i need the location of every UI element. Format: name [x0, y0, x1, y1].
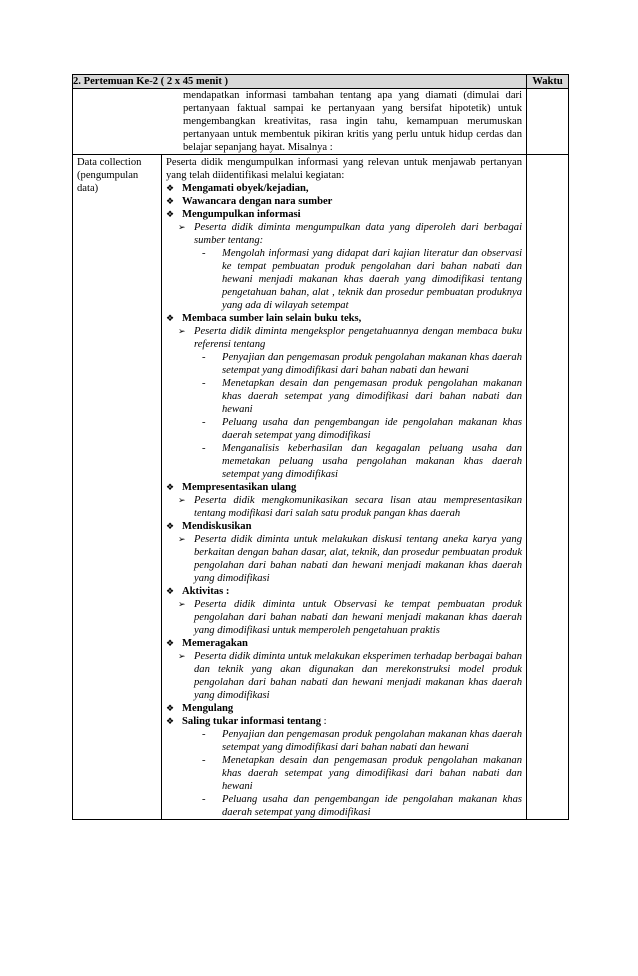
diamond-bullet-icon: ❖ — [166, 521, 175, 531]
waktu-cell — [527, 89, 569, 155]
diamond-bullet-icon: ❖ — [166, 196, 175, 206]
diamond-bullet-icon: ❖ — [166, 313, 175, 323]
sub-item: ➢ Peserta didik mengkomunikasikan secara lisan atau mempresentasikan tentang modifikasi dari salah satu produk pangan khas daerah — [178, 495, 523, 519]
diamond-bullet-icon: ❖ — [166, 716, 175, 726]
sub-item: ➢ Peserta didik diminta untuk melakukan eksperimen terhadap berbagai bahan dan teknik yang akan digunakan dan merekonstruksi model produk pengolahan dari bahan nabati dan hewani menjadi makanan khas daerah yang dimodifikasi — [178, 651, 523, 701]
sub-item: ➢ Peserta didik diminta mengeksplor pengetahuannya dengan membaca buku referensi tentang — [178, 326, 523, 350]
list-item: ❖ Mengulang — [166, 703, 234, 714]
list-item: ❖ Mendiskusikan — [166, 521, 252, 532]
arrow-bullet-icon: ➢ — [178, 495, 186, 505]
dash-item: - Menganalisis keberhasilan dan kegagalan peluang usaha dan memetakan peluang usaha pengolahan makanan khas daerah setempat yang dimodifikasi — [202, 443, 523, 480]
list-item: ❖ Wawancara dengan nara sumber — [166, 196, 333, 207]
lesson-table — [72, 74, 569, 820]
intro-text: mendapatkan informasi tambahan tentang apa yang diamati (dimulai dari pertanyaan faktual sampai ke pertanyaan yang bersifat hipotetik) untuk mengembangkan kreativitas, rasa ingin tahu, kemampuan merumuskan pertanyaan untuk membentuk pikiran kritis yang perlu untuk hidup cerdas dan belajar sepanjang hayat. Misalnya : — [73, 89, 527, 155]
list-item: ❖ Mengumpulkan informasi — [166, 209, 301, 220]
arrow-bullet-icon: ➢ — [178, 222, 186, 232]
list-item: ❖ Aktivitas : — [166, 586, 230, 597]
sub-item: ➢ Peserta didik diminta mengumpulkan data yang diperoleh dari berbagai sumber tentang: — [178, 222, 523, 246]
table-header-row — [73, 75, 569, 89]
arrow-bullet-icon: ➢ — [178, 651, 186, 661]
sub-item: ➢ Peserta didik diminta untuk melakukan diskusi tentang aneka karya yang berkaitan dengan bahan dasar, alat, teknik, dan prosedur pembuatan produk pengolahan dari bahan nabati dan hewani menjadi makanan khas daerah yang dimodifikasi — [178, 534, 523, 584]
diamond-bullet-icon: ❖ — [166, 482, 175, 492]
diamond-bullet-icon: ❖ — [166, 703, 175, 713]
list-item: ❖ Mengamati obyek/kejadian, — [166, 183, 309, 194]
arrow-bullet-icon: ➢ — [178, 599, 186, 609]
arrow-bullet-icon: ➢ — [178, 534, 186, 544]
dash-item: - Penyajian dan pengemasan produk pengolahan makanan khas daerah setempat yang dimodifikasi dari bahan nabati dan hewani — [202, 352, 523, 376]
dash-item: - Mengolah informasi yang didapat dari kajian literatur dan observasi ke tempat pembuatan produk pengolahan dari bahan nabati dan hewani menjadi makanan khas daerah yang dimodifikasi tentang pengetahuan bahan, alat , teknik dan prosedur pembuatan produknya yang ada di wilayah setempat — [202, 248, 523, 311]
dash-item: - Menetapkan desain dan pengemasan produk pengolahan makanan khas daerah setempat yang dimodifikasi dari bahan nabati dan hewani — [202, 378, 523, 415]
dash-item: - Menetapkan desain dan pengemasan produk pengolahan makanan khas daerah setempat yang dimodifikasi dari bahan nabati dan hewani — [202, 755, 523, 792]
dash-item: - Penyajian dan pengemasan produk pengolahan makanan khas daerah setempat yang dimodifikasi dari bahan nabati dan hewani — [202, 729, 523, 753]
dash-item: - Peluang usaha dan pengembangan ide pengolahan makanan khas daerah setempat yang dimodifikasi — [202, 794, 523, 818]
list-item: ❖ Saling tukar informasi tentang : — [166, 716, 327, 727]
list-item: ❖ Memeragakan — [166, 638, 248, 649]
intro-row — [73, 89, 569, 155]
dash-item: - Peluang usaha dan pengembangan ide pengolahan makanan khas daerah setempat yang dimodifikasi — [202, 417, 523, 441]
diamond-bullet-icon: ❖ — [166, 586, 175, 596]
arrow-bullet-icon: ➢ — [178, 326, 186, 336]
waktu-header: Waktu — [527, 75, 569, 89]
waktu-cell — [527, 155, 569, 820]
diamond-bullet-icon: ❖ — [166, 183, 175, 193]
list-item: ❖ Mempresentasikan ulang — [166, 482, 297, 493]
data-collection-row — [73, 155, 569, 820]
sub-item: ➢ Peserta didik diminta untuk Observasi ke tempat pembuatan produk pengolahan dari bahan nabati dan hewani menjadi makanan khas daerah yang dimodifikasi untuk memperoleh pengetahuan praktis — [178, 599, 523, 636]
section-label — [73, 155, 162, 820]
section-label-text: Data collection (pengumpulan data) — [77, 157, 142, 194]
meeting-title: 2. Pertemuan Ke-2 ( 2 x 45 menit ) — [73, 75, 527, 89]
activity-content — [162, 155, 527, 820]
diamond-bullet-icon: ❖ — [166, 209, 175, 219]
list-item: ❖ Membaca sumber lain selain buku teks, — [166, 313, 362, 324]
diamond-bullet-icon: ❖ — [166, 638, 175, 648]
lead-text: Peserta didik mengumpulkan informasi yang relevan untuk menjawab pertanyan yang telah diidentifikasi melalui kegiatan: — [166, 157, 523, 181]
